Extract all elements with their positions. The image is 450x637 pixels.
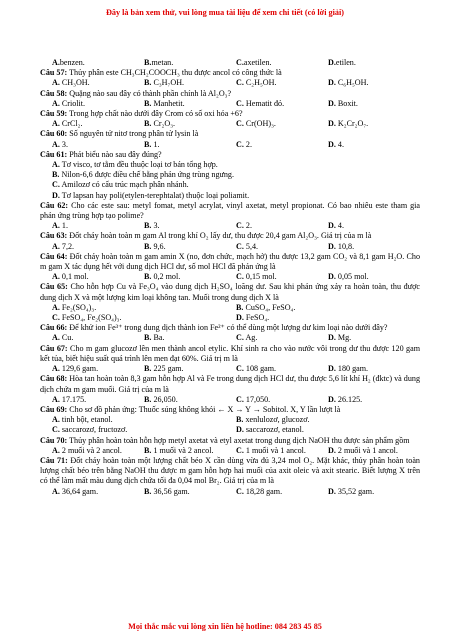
answer-option [236,140,328,150]
question-block [40,58,420,68]
option-letter: C. [52,425,60,435]
question-number: Câu 62: [40,200,69,210]
option-letter: B. [144,272,152,282]
question-text [40,252,420,272]
answer-option [52,446,144,456]
option-letter: C. [236,119,244,129]
option-text: 2. [243,139,252,149]
option-letter: D. [328,445,336,455]
option-letter: B. [144,241,152,251]
option-text: Mg. [335,333,352,343]
answer-option [52,303,236,313]
option-letter: A. [52,160,60,170]
option-row [40,99,420,109]
answer-option [144,221,236,231]
answer-option [328,395,420,405]
option-text: 5,4. [243,241,259,251]
answer-option [144,364,236,374]
option-letter: A. [52,302,60,312]
answer-option [328,487,420,497]
answer-option [144,99,236,109]
option-text: 1. [151,139,160,149]
question-text [40,456,420,487]
option-letter: C. [236,272,244,282]
answer-option [52,170,234,179]
question-block [40,150,420,201]
question-block [40,201,420,232]
answer-option [236,303,420,313]
answer-option [236,364,328,374]
option-letter: D. [328,221,336,231]
question-number: Câu 58: [40,88,68,98]
option-text: Fe₂(SO₄)₃. [59,302,97,312]
option-row [40,487,420,497]
question-text [40,344,420,364]
question-text [40,109,420,119]
answer-option [52,333,144,343]
answer-option [52,140,144,150]
answer-option [236,58,328,68]
option-row [40,415,420,425]
option-text: 0,05 mol. [335,272,369,282]
question-block [40,89,420,109]
option-letter: C. [236,78,244,88]
question-list [40,58,420,497]
question-number: Câu 69: [40,404,68,414]
option-text: 7,2. [59,241,75,251]
answer-option [236,395,328,405]
answer-option [52,191,249,200]
option-text: CuSO₄, FeSO₄. [243,302,296,312]
option-letter: C. [236,486,244,496]
answer-option [328,446,420,456]
answer-option [52,415,236,425]
option-letter: D. [328,139,336,149]
option-letter: A. [52,139,60,149]
answer-option [328,333,420,343]
answer-option [144,242,236,252]
option-letter: D. [236,425,244,435]
option-letter: B. [144,221,152,231]
question-block [40,282,420,323]
answer-option [52,119,144,129]
option-letter: D. [328,364,336,374]
option-text: CrCl₂. [59,119,83,129]
option-text: 1. [59,221,68,231]
question-number: Câu 63: [40,231,68,241]
option-text: 18,28 gam. [243,486,283,496]
option-text: Amilozơ có cấu trúc mạch phân nhánh. [59,180,189,190]
option-letter: C. [236,241,244,251]
option-row [40,170,420,180]
option-row [40,58,420,68]
option-letter: B. [52,170,60,180]
option-text: Cr₂O₃. [151,119,176,129]
question-number: Câu 61: [40,149,68,159]
option-text: 36,64 gam. [59,486,99,496]
option-letter: C. [236,58,244,67]
question-block [40,405,420,436]
option-text: Cu. [59,333,74,343]
option-text: 2 muối và 1 ancol. [335,445,398,455]
option-row [40,364,420,374]
option-text: 3. [59,139,68,149]
option-text: benzen. [59,58,85,67]
question-stem: Hòa tan hoàn toàn 8,3 gam hỗn hợp Al và Fe trong dung dịch HCl dư, thu được 5,6 lít khí H₂ (đktc) và dung dịch chứa m gam muối. Giá trị của m là [40,374,420,394]
answer-option [144,78,236,88]
answer-option [52,180,189,189]
option-text: 9,6. [151,241,166,251]
option-text: 225 gam. [151,364,184,374]
question-stem: Thủy phân este CH₃CH₂COOCH₃ thu được ancol có công thức là [67,68,282,78]
option-text: Manhetit. [151,98,185,108]
option-letter: D. [328,333,336,343]
question-stem: Số nguyên tử nitơ trong phân tử lysin là [67,129,199,139]
question-block [40,68,420,88]
option-text: Hematit đỏ. [243,98,285,108]
question-block [40,436,420,456]
question-text [40,231,420,241]
answer-option [328,58,420,68]
question-text [40,68,420,78]
answer-option [236,415,420,425]
option-letter: D. [328,119,336,129]
option-row [40,333,420,343]
answer-option [236,221,328,231]
option-text: 17,050. [243,394,271,404]
option-letter: A. [52,78,60,88]
question-text [40,405,420,415]
answer-option [52,160,218,169]
answer-option [52,313,236,323]
question-text [40,323,420,333]
option-row [40,119,420,129]
preview-notice: Đây là bản xem thử, vui lòng mua tài liệu để xem chi tiết (có lời giải) [105,8,344,17]
option-text: FeSO₄. [243,313,270,323]
option-text: Ba. [151,333,165,343]
option-letter: B. [144,98,152,108]
option-letter: A. [52,241,60,251]
question-stem: Cho m gam glucozơ lên men thành ancol etylic. Khí sinh ra cho vào nước vôi trong dư thu được 120 gam kết tủa, biết hiệu suất quá trình lên men đạt 60%. Giá trị m là [40,343,420,363]
question-block [40,109,420,129]
answer-option [236,446,328,456]
answer-option [236,242,328,252]
option-row [40,140,420,150]
option-text: Criolit. [59,98,86,108]
option-text: 180 gam. [335,364,369,374]
question-number: Câu 71: [40,455,68,465]
option-text: 35,52 gam. [335,486,375,496]
option-letter: D. [328,241,336,251]
option-letter: A. [52,333,60,343]
option-text: C₆H₅OH. [335,78,369,88]
question-stem: Đốt cháy hoàn toàn m gam Al trong khí O₂ lấy dư, thu được 20,4 gam Al₂O₃. Giá trị của m là [67,231,372,241]
option-text: saccarozơ, etanol. [243,425,304,435]
option-letter: D. [328,394,336,404]
answer-option [52,487,144,497]
option-letter: B. [144,119,152,129]
option-letter: A. [52,221,60,231]
answer-option [328,78,420,88]
option-letter: D. [328,486,336,496]
answer-option [328,140,420,150]
question-number: Câu 66: [40,323,68,333]
option-text: 4. [335,139,344,149]
option-text: xenlulozơ, glucozơ. [243,415,310,425]
option-letter: C. [236,445,244,455]
option-letter: C. [236,394,244,404]
option-letter: C. [236,333,244,343]
option-letter: D. [328,98,336,108]
option-letter: C. [236,221,244,231]
answer-option [52,99,144,109]
question-number: Câu 65: [40,282,68,292]
answer-option [236,272,328,282]
option-text: 3. [151,221,160,231]
option-letter: A. [52,98,60,108]
question-number: Câu 57: [40,68,68,78]
question-text [40,282,420,302]
option-letter: A. [52,415,60,425]
option-letter: B. [144,78,152,88]
option-row [40,242,420,252]
question-number: Câu 59: [40,109,68,119]
option-text: Cr(OH)₃. [243,119,276,129]
option-text: Tơ visco, tơ tằm đều thuộc loại tơ bán tổng hợp. [59,160,218,170]
option-letter: C. [52,313,60,323]
option-letter: C. [236,139,244,149]
question-text [40,150,420,160]
option-text: K₂Cr₂O₇. [335,119,369,129]
option-letter: B. [144,445,152,455]
question-number: Câu 64: [40,251,68,261]
answer-option [328,364,420,374]
option-row [40,191,420,201]
question-text [40,374,420,394]
option-row [40,303,420,313]
option-row [40,313,420,323]
answer-option [236,78,328,88]
answer-option [328,119,420,129]
option-letter: A. [52,364,60,374]
question-number: Câu 68: [40,374,68,384]
option-text: 26.125. [335,394,363,404]
option-text: 10,8. [335,241,355,251]
answer-option [52,364,144,374]
answer-option [52,58,144,68]
answer-option [144,272,236,282]
option-letter: A. [52,445,60,455]
answer-option [236,487,328,497]
option-letter: A. [52,119,60,129]
option-letter: A. [52,272,60,282]
option-text: Tơ lapsan hay poli(etylen-terephtalat) thuộc loại poliamit. [59,190,250,200]
question-stem: Cho hỗn hợp Cu và Fe₃O₄ vào dung dịch H₂SO₄ loãng dư. Sau khi phản ứng xảy ra hoàn toàn, thu được dung dịch X và một lượng kim loại không tan. Muối trong dung dịch X là [40,282,420,302]
option-letter: B. [236,302,244,312]
option-letter: B. [144,364,152,374]
question-stem: Cho các este sau: metyl fomat, metyl acrylat, vinyl axetat, metyl propionat. Có bao nhiêu este tham gia phản ứng trùng hợp tạo polime? [40,200,420,221]
option-text: 36,56 gam. [151,486,190,496]
option-text: 0,1 mol. [59,272,89,282]
option-letter: D. [328,78,336,88]
option-text: 4. [335,221,344,231]
option-letter: A. [52,486,60,496]
option-letter: B. [144,486,152,496]
option-text: saccarozơ, fructozơ. [59,425,128,435]
option-row [40,446,420,456]
option-text: axetilen. [243,58,272,67]
option-text: 26,050. [151,394,178,404]
option-text: 1 muối và 1 ancol. [243,445,306,455]
question-stem: Quặng nào sau đây có thành phần chính là Al₂O₃? [67,88,232,98]
answer-option [144,333,236,343]
question-stem: Để khử ion Fe³⁺ trong dung dịch thành ion Fe²⁺ có thể dùng một lượng dư kim loại nào dưới đây? [67,323,388,333]
option-row [40,395,420,405]
option-text: 2 muối và 2 ancol. [59,445,122,455]
option-text: Ag. [243,333,258,343]
answer-option [144,58,236,68]
answer-option [236,425,420,435]
question-block [40,344,420,375]
option-letter: B. [144,394,152,404]
option-text: Nilon-6,6 được điều chế bằng phản ứng trùng ngưng. [59,170,234,180]
question-text [40,129,420,139]
option-letter: B. [144,139,152,149]
question-stem: Đốt cháy hoàn toàn một lượng chất béo X cần dùng vừa đủ 3,24 mol O₂. Mặt khác, thủy phân hoàn toàn lượng chất béo trên bằng NaOH thu được m gam hỗn hợp hai muối của axit oleic và axit stearic. Biết lượng X trên có thể làm mất màu dung dịch chứa tối đa 0,04 mol Br₂. Giá trị của m là [40,455,420,486]
option-letter: B. [144,333,152,343]
option-letter: A. [52,58,60,67]
option-text: 1 muối và 2 ancol. [151,445,214,455]
answer-option [52,221,144,231]
option-text: 129,6 gam. [59,364,99,374]
question-stem: Đốt cháy hoàn toàn m gam amin X (no, đơn chức, mạch hở) thu được 13,2 gam CO₂ và 8,1 gam H₂O. Cho m gam X tác dụng hết với dung dịch HCl dư, số mol HCl đã phản ứng là [40,251,420,272]
question-number: Câu 70: [40,435,68,445]
option-text: Boxit. [335,98,358,108]
question-block [40,323,420,343]
option-text: CH₃OH. [59,78,90,88]
question-number: Câu 67: [40,343,68,353]
option-row [40,160,420,170]
option-text: C₃H₇OH. [151,78,185,88]
answer-option [52,395,144,405]
option-letter: D. [328,272,336,282]
answer-option [144,119,236,129]
question-text [40,89,420,99]
answer-option [144,446,236,456]
option-letter: B. [236,415,244,425]
answer-option [236,313,420,323]
option-text: 0,15 mol. [243,272,277,282]
option-letter: A. [52,394,60,404]
option-letter: C. [236,364,244,374]
answer-option [236,119,328,129]
hotline-notice: Mọi thắc mắc vui lòng xin liên hệ hotline: 084 283 45 85 [128,622,322,631]
option-text: C₂H₅OH. [243,78,277,88]
question-stem: Phát biểu nào sau đây đúng? [67,149,162,159]
answer-option [236,333,328,343]
question-text [40,436,420,446]
option-letter: B. [144,58,152,67]
answer-option [144,395,236,405]
answer-option [52,242,144,252]
option-row [40,180,420,190]
question-block [40,456,420,497]
option-text: tinh bột, etanol. [59,415,113,425]
option-letter: D. [236,313,244,323]
answer-option [52,78,144,88]
option-letter: C. [52,180,60,190]
question-block [40,252,420,283]
answer-option [52,272,144,282]
option-text: etilen. [335,58,356,67]
question-number: Câu 60: [40,129,68,139]
option-letter: D. [52,190,60,200]
answer-option [144,487,236,497]
answer-option [328,221,420,231]
question-block [40,129,420,149]
option-letter: C. [236,98,244,108]
question-block [40,231,420,251]
option-row [40,425,420,435]
option-text: metan. [151,58,174,67]
option-text: FeSO₄, Fe₂(SO₄)₃. [59,313,122,323]
option-row [40,272,420,282]
question-stem: Thủy phân hoàn toàn hỗn hợp metyl axetat và etyl axetat trong dung dịch NaOH thu được sản phẩm gồm [67,435,410,445]
question-block [40,374,420,405]
answer-option [328,99,420,109]
option-text: 2. [243,221,252,231]
answer-option [236,99,328,109]
answer-option [144,140,236,150]
answer-option [328,272,420,282]
question-text [40,201,420,221]
option-row [40,221,420,231]
option-text: 108 gam. [243,364,277,374]
option-text: 17.175. [59,394,87,404]
answer-option [328,242,420,252]
question-stem: Cho sơ đồ phản ứng: Thuốc súng không khói ← X → Y → Sobitol. X, Y lần lượt là [67,404,341,414]
option-row [40,78,420,88]
answer-option [52,425,236,435]
question-stem: Trong hợp chất nào dưới đây Crom có số oxi hóa +6? [67,109,243,119]
option-text: 0,2 mol. [151,272,181,282]
option-letter: D. [328,58,336,67]
